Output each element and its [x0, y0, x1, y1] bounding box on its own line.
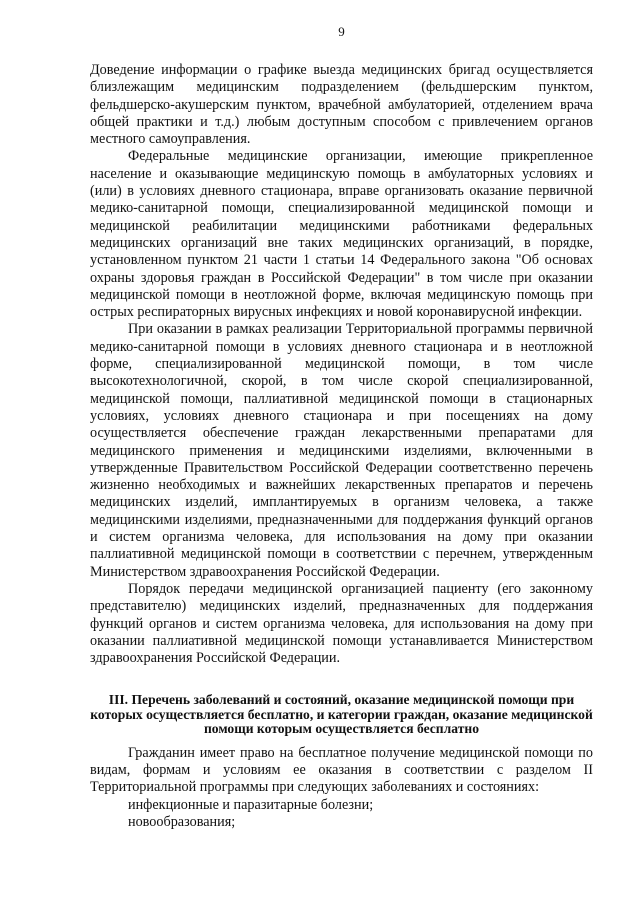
- paragraph-brigade-schedule: Доведение информации о графике выезда медицинских бригад осуществляется близлежащим медицинским подразделением (фельдшерским пунктом, фельдшерско-акушерским пунктом, врачебной амбулаторией, отделением врача общей практики и т.д.) любым доступным способом с привлечением органов местного самоуправления.: [90, 62, 593, 148]
- section-heading: III. Перечень заболеваний и состояний, оказание медицинской помощи при которых осуществляется бесплатно, и категории граждан, оказание медицинской помощи которым осуществляется бесплатно: [90, 692, 593, 737]
- page-number: 9: [338, 24, 345, 39]
- paragraph-federal-organizations: Федеральные медицинские организации, имеющие прикрепленное население и оказывающие медицинскую помощь в амбулаторных условиях и (или) в условиях дневного стационара, вправе организовать оказание первичной медико-санитарной помощи, специализированной медицинской помощи и медицинской реабилитации медицинскими работниками федеральных медицинских организаций вне таких медицинских организаций, в порядке, установленном пунктом 21 части 1 статьи 14 Федерального закона "Об основах охраны здоровья граждан в Российской Федерации" в том числе при оказании медицинской помощи в неотложной форме, включая медицинскую помощь при острых респираторных вирусных инфекциях и новой коронавирусной инфекции.: [90, 148, 593, 321]
- section-intro: Гражданин имеет право на бесплатное получение медицинской помощи по видам, формам и условиям ее оказания в соответствии с разделом II Территориальной программы при следующих заболеваниях и состояниях:: [90, 744, 593, 796]
- paragraph-drug-provision: При оказании в рамках реализации Территориальной программы первичной медико-санитарной помощи в условиях дневного стационара и в неотложной форме, специализированной медицинской помощи, в том числе высокотехнологичной, скорой, в том числе скорой специализированной, медицинской помощи, паллиативной медицинской помощи в стационарных условиях, условиях дневного стационара и при посещениях на дому осуществляется обеспечение граждан лекарственными препаратами для медицинского применения и медицинскими изделиями, включенными в утвержденные Правительством Российской Федерации соответственно перечень жизненно необходимых и важнейших лекарственных препаратов и перечень медицинских изделий, имплантируемых в организм человека, а также медицинскими изделиями, предназначенными для поддержания функций органов и систем организма человека, для использования на дому при оказании паллиативной медицинской помощи в соответствии с перечнем, утвержденным Министерством здравоохранения Российской Федерации.: [90, 321, 593, 580]
- paragraph-device-transfer: Порядок передачи медицинской организацией пациенту (его законному представителю) медицинских изделий, предназначенных для поддержания функций органов и систем организма человека, для использования на дому при оказании паллиативной медицинской помощи устанавливается Министерством здравоохранения Российской Федерации.: [90, 580, 593, 667]
- list-item: новообразования;: [128, 814, 236, 831]
- list-item: инфекционные и паразитарные болезни;: [128, 796, 374, 813]
